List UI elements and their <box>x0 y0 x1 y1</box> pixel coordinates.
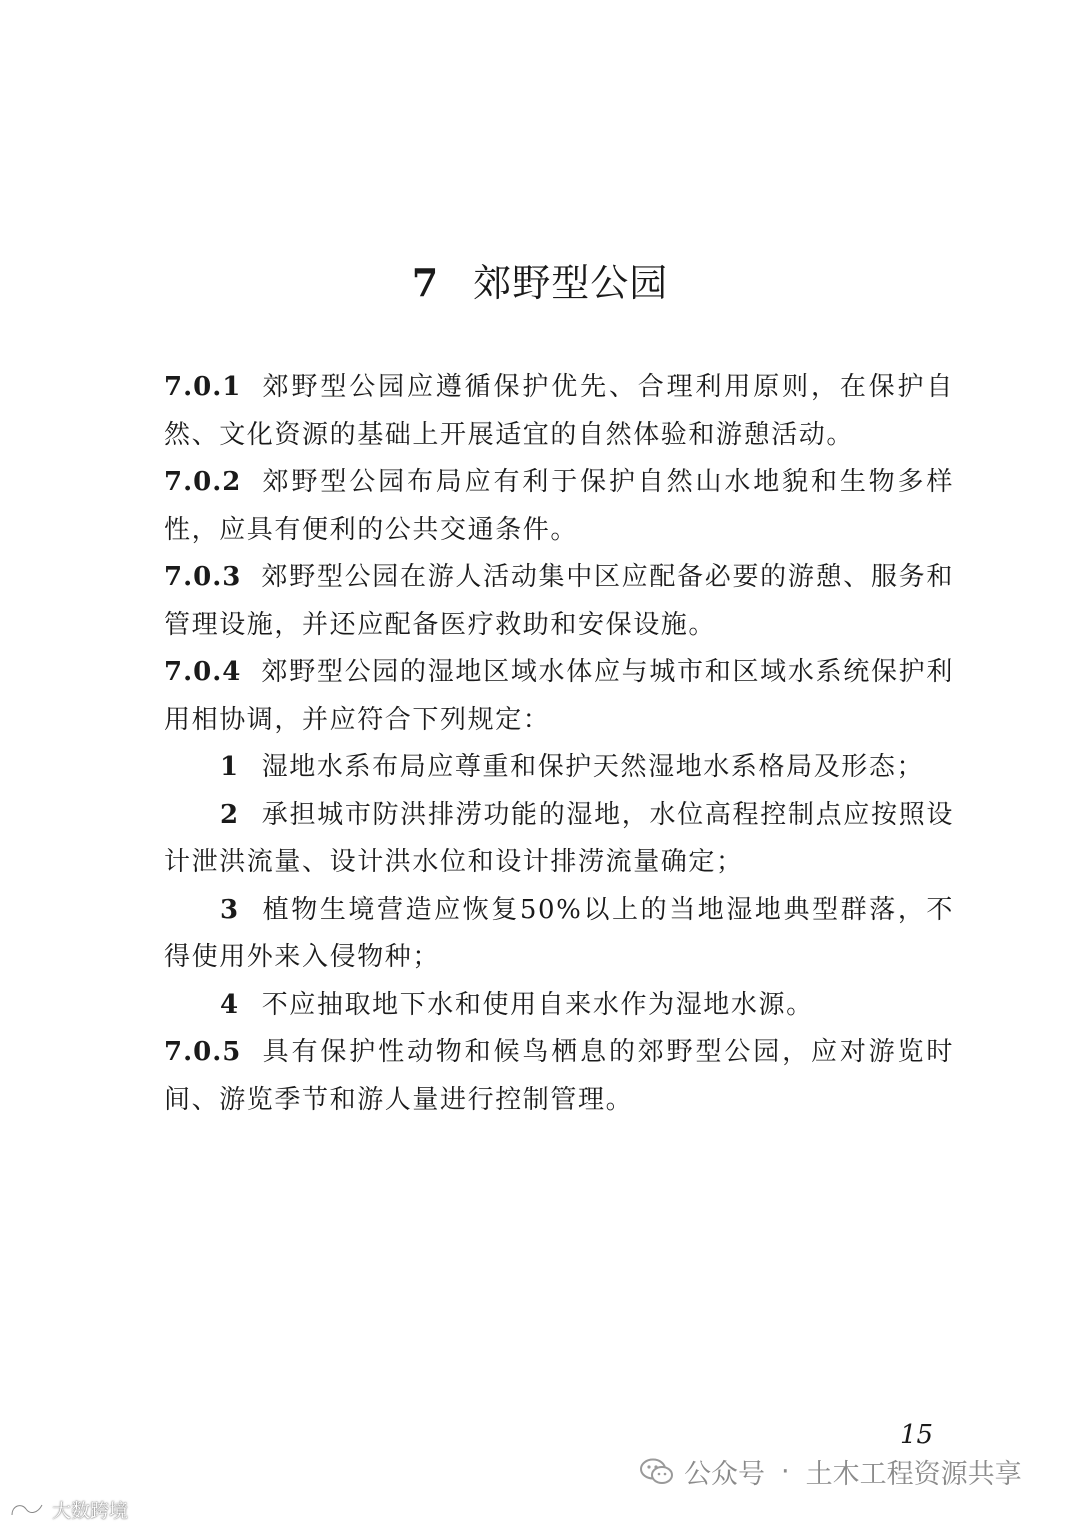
page-number: 15 <box>900 1420 934 1450</box>
wechat-icon <box>640 1458 674 1486</box>
list-item <box>164 792 954 887</box>
clause-number: 7.0.4 <box>164 657 242 687</box>
list-item <box>164 744 954 792</box>
chapter-title <box>0 252 1080 307</box>
clause-7-0-3 <box>164 554 954 649</box>
item-number: 1 <box>220 752 240 782</box>
chapter-number: 7 <box>411 260 440 305</box>
list-item <box>164 982 954 1030</box>
item-number: 4 <box>220 989 240 1020</box>
watermark-separator: · <box>781 1456 790 1487</box>
clause-7-0-5 <box>164 1029 954 1124</box>
clause-7-0-1 <box>164 364 954 459</box>
clause-number: 7.0.5 <box>164 1037 242 1067</box>
item-number: 3 <box>220 894 240 925</box>
watermark-name: 土木工程资源共享 <box>805 1459 1022 1490</box>
item-text: 承担城市防洪排涝功能的湿地，水位高程控制点应按照设计泄洪流量、设计洪水位和设计排涝流量确定； <box>164 799 954 877</box>
clause-text: 郊野型公园应遵循保护优先、合理利用原则，在保护自然、文化资源的基础上开展适宜的自然体验和游憩活动。 <box>164 372 954 450</box>
watermark <box>640 1452 1022 1491</box>
clause-number: 7.0.1 <box>164 372 242 402</box>
logo-icon <box>8 1499 48 1521</box>
chapter-title-text: 郊野型公园 <box>473 261 669 305</box>
clause-text: 具有保护性动物和候鸟栖息的郊野型公园，应对游览时间、游览季节和游人量进行控制管理。 <box>164 1037 954 1115</box>
logo-text: 大数跨境 <box>52 1500 129 1522</box>
clause-number: 7.0.2 <box>164 467 242 497</box>
document-body <box>164 364 954 1124</box>
item-text: 不应抽取地下水和使用自来水作为湿地水源。 <box>261 989 814 1020</box>
clause-7-0-2 <box>164 459 954 554</box>
item-number: 2 <box>220 799 240 830</box>
clause-number: 7.0.3 <box>164 562 242 592</box>
clause-text: 郊野型公园布局应有利于保护自然山水地貌和生物多样性，应具有便利的公共交通条件。 <box>164 467 954 545</box>
logo <box>8 1496 128 1523</box>
item-text: 植物生境营造应恢复50%以上的当地湿地典型群落，不得使用外来入侵物种； <box>164 894 954 972</box>
clause-7-0-4 <box>164 649 954 744</box>
item-text: 湿地水系布局应尊重和保护天然湿地水系格局及形态； <box>261 752 925 782</box>
clause-text: 郊野型公园的湿地区域水体应与城市和区域水系统保护利用相协调，并应符合下列规定： <box>164 657 954 735</box>
watermark-prefix: 公众号 <box>684 1459 765 1490</box>
clause-text: 郊野型公园在游人活动集中区应配备必要的游憩、服务和管理设施，并还应配备医疗救助和安保设施。 <box>164 562 954 640</box>
list-item <box>164 887 954 982</box>
